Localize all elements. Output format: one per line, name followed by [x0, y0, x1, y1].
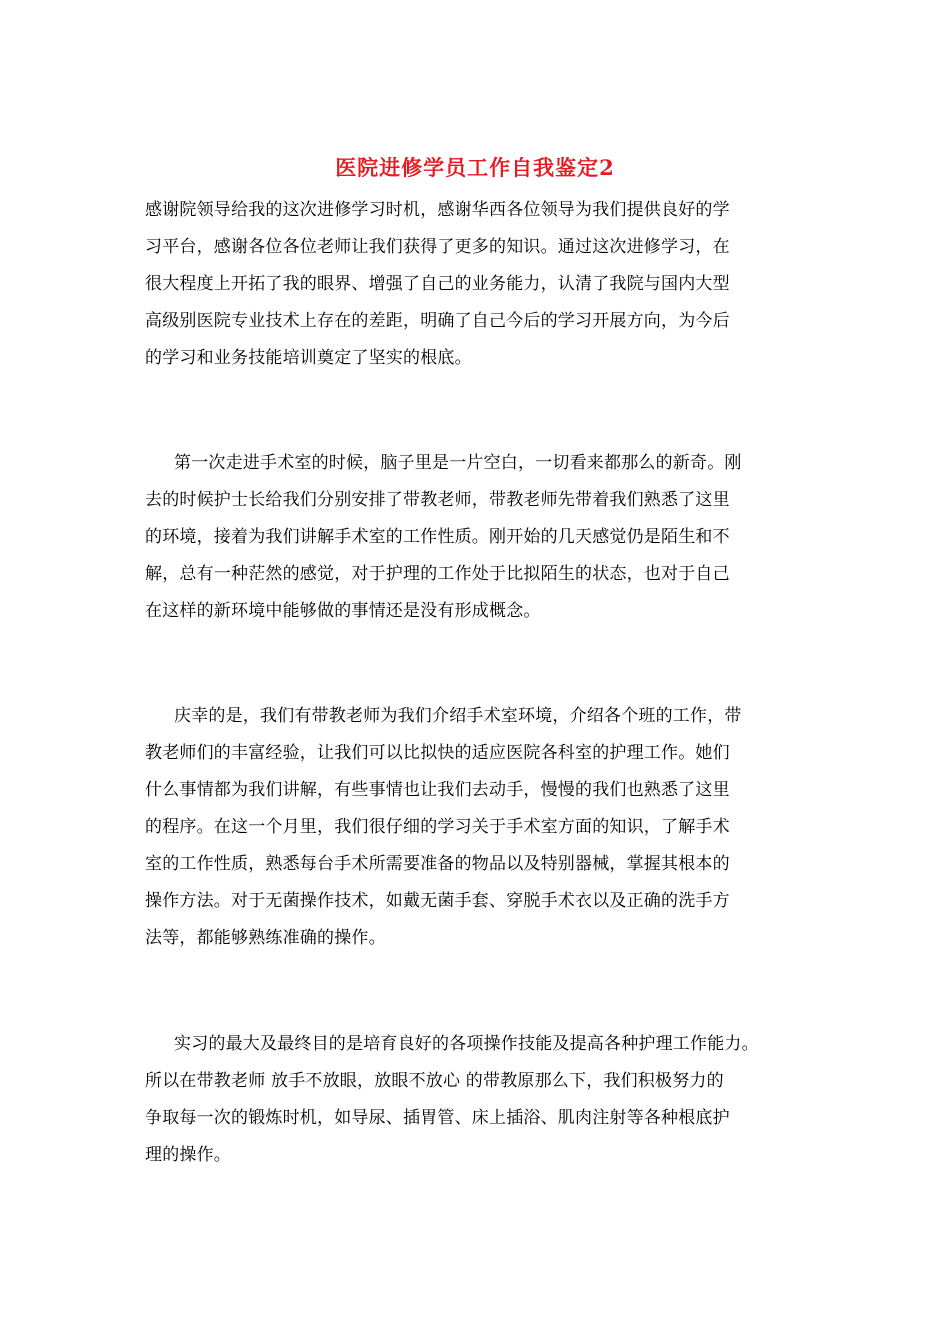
paragraph-line: 操作方法。对于无菌操作技术，如戴无菌手套、穿脱手术衣以及正确的洗手方	[145, 891, 730, 911]
paragraph-line: 法等，都能够熟练准确的操作。	[145, 928, 386, 948]
paragraph-line: 争取每一次的锻炼时机，如导尿、插胃管、床上插浴、肌肉注射等各种根底护	[145, 1108, 730, 1128]
paragraph-line: 教老师们的丰富经验，让我们可以比拟快的适应医院各科室的护理工作。她们	[145, 743, 730, 763]
paragraph-line: 解，总有一种茫然的感觉，对于护理的工作处于比拟陌生的状态，也对于自己	[145, 564, 730, 584]
paragraph-line: 第一次走进手术室的时候，脑子里是一片空白，一切看来都那么的新奇。刚	[174, 453, 742, 473]
paragraph-line: 去的时候护士长给我们分别安排了带教老师，带教老师先带着我们熟悉了这里	[145, 490, 730, 510]
paragraph-line: 的环境，接着为我们讲解手术室的工作性质。刚开始的几天感觉仍是陌生和不	[145, 527, 730, 547]
document-title: 医院进修学员工作自我鉴定2	[335, 155, 615, 180]
paragraph-4	[145, 1026, 805, 1174]
paragraph-1	[145, 192, 805, 377]
paragraph-line: 在这样的新环境中能够做的事情还是没有形成概念。	[145, 601, 541, 621]
paragraph-line: 很大程度上开拓了我的眼界、增强了自己的业务能力，认清了我院与国内大型	[145, 274, 730, 294]
paragraph-2	[145, 445, 805, 630]
paragraph-line: 习平台，感谢各位各位老师让我们获得了更多的知识。通过这次进修学习，在	[145, 237, 730, 257]
paragraph-line: 庆幸的是，我们有带教老师为我们介绍手术室环境，介绍各个班的工作，带	[174, 706, 742, 726]
paragraph-line: 什么事情都为我们讲解，有些事情也让我们去动手，慢慢的我们也熟悉了这里	[145, 780, 730, 800]
paragraph-3	[145, 698, 805, 957]
paragraph-line: 理的操作。	[145, 1145, 231, 1165]
paragraph-line: 的学习和业务技能培训奠定了坚实的根底。	[145, 348, 472, 368]
paragraph-line: 室的工作性质，熟悉每台手术所需要准备的物品以及特别器械，掌握其根本的	[145, 854, 730, 874]
paragraph-line: 实习的最大及最终目的是培育良好的各项操作技能及提高各种护理工作能力。	[174, 1034, 759, 1054]
paragraph-line: 高级别医院专业技术上存在的差距，明确了自己今后的学习开展方向，为今后	[145, 311, 730, 331]
paragraph-line: 感谢院领导给我的这次进修学习时机，感谢华西各位领导为我们提供良好的学	[145, 200, 730, 220]
paragraph-line: 所以在带教老师 放手不放眼，放眼不放心 的带教原那么下，我们积极努力的	[145, 1071, 724, 1091]
paragraph-line: 的程序。在这一个月里，我们很仔细的学习关于手术室方面的知识，了解手术	[145, 817, 730, 837]
